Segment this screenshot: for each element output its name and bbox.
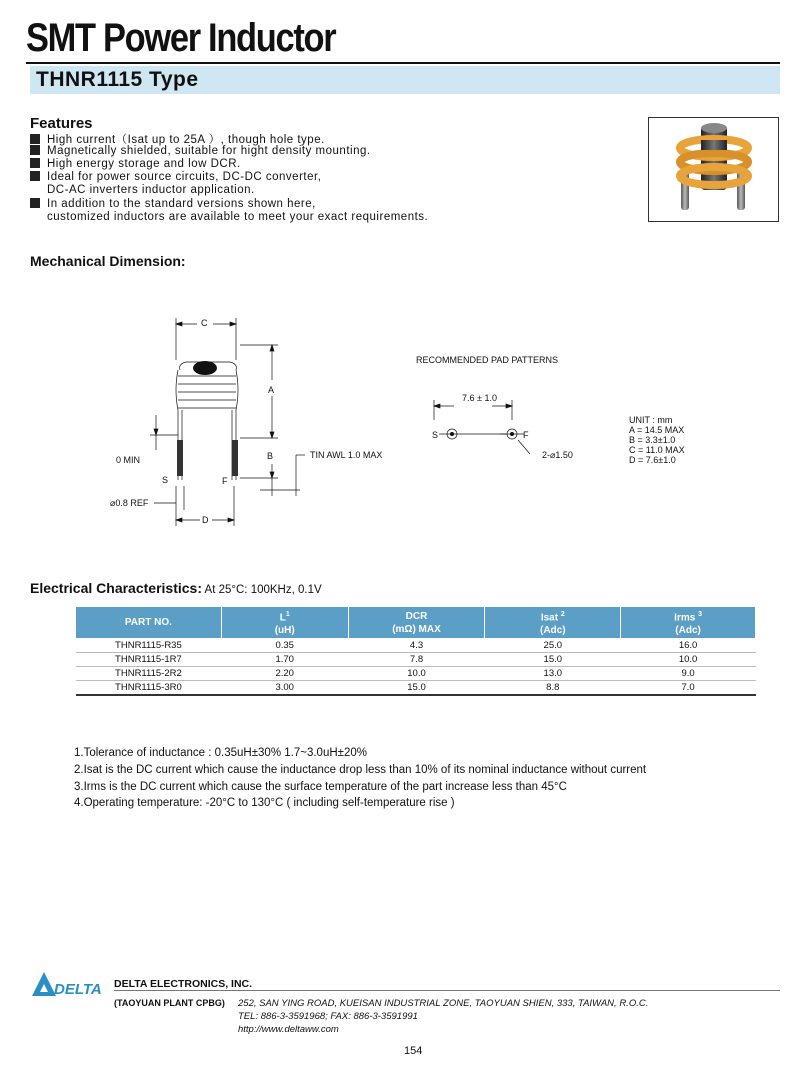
cell: 7.0 — [621, 681, 756, 695]
lead-s — [177, 440, 183, 476]
table-header-row — [76, 607, 756, 639]
col-inductance: $L^1$ (uH) — [221, 607, 348, 639]
cell: 2.20 — [221, 667, 348, 681]
unit-line: D = 7.6±1.0 — [629, 455, 676, 465]
label-b: B — [267, 451, 274, 461]
lead-f — [232, 440, 238, 476]
table-row — [76, 653, 756, 667]
pad-pitch: 7.6 ± 1.0 — [462, 393, 497, 403]
mechanical-heading: Mechanical Dimension: — [30, 253, 186, 269]
table-row — [76, 681, 756, 695]
feature-item-continued: DC-AC inverters inductor application. — [47, 184, 255, 196]
table-row — [76, 639, 756, 653]
logo-text: DELTA — [54, 981, 102, 998]
col-part-no: PART NO. — [76, 607, 222, 639]
bullet-icon — [30, 198, 40, 208]
feature-item: Magnetically shielded, suitable for hight density mounting. — [30, 145, 371, 157]
label-a: A — [268, 385, 275, 395]
product-photo — [648, 117, 779, 222]
pad-f — [510, 432, 514, 436]
pad-s — [450, 432, 454, 436]
feature-item: Ideal for power source circuits, DC-DC converter, — [30, 171, 321, 183]
feature-item: High energy storage and low DCR. — [30, 158, 241, 170]
spec-table — [75, 606, 756, 696]
pad-label-s: S — [432, 430, 439, 440]
features-heading: Features — [30, 115, 93, 132]
cell: 4.3 — [348, 639, 485, 653]
label-wire: TIN AWL 1.0 MAX — [310, 450, 383, 460]
note-isat: 2.Isat is the DC current which cause the inductance drop less than 10% of its nominal inductance without current — [74, 764, 647, 776]
col-irms: Irms $^3$ (Adc) — [621, 607, 756, 639]
label-f: F — [222, 476, 228, 486]
website-link[interactable]: http://www.deltaww.com — [238, 1024, 339, 1035]
cell: 10.0 — [621, 653, 756, 667]
feature-item: In addition to the standard versions shown here, — [30, 198, 316, 210]
company-name: DELTA ELECTRONICS, INC. — [114, 978, 253, 990]
cell: 3.00 — [221, 681, 348, 695]
cell: 1.70 — [221, 653, 348, 667]
cell: 9.0 — [621, 667, 756, 681]
bullet-icon — [30, 134, 40, 144]
unit-line: C = 11.0 MAX — [629, 445, 685, 455]
pad-label-f: F — [523, 430, 529, 440]
bullet-icon — [30, 145, 40, 155]
cell: 15.0 — [485, 653, 621, 667]
phone-fax: TEL: 886-3-3591968; FAX: 886-3-3591991 — [238, 1011, 418, 1022]
label-ref: ⌀0.8 REF — [110, 498, 149, 508]
mechanical-drawing — [100, 300, 720, 540]
page-title: SMT Power Inductor — [26, 16, 336, 60]
test-conditions: At 25°C: 100KHz, 0.1V — [201, 584, 322, 596]
cell: THNR1115-2R2 — [76, 667, 222, 681]
feature-item-continued: customized inductors are available to meet your exact requirements. — [47, 211, 429, 223]
cell: 10.0 — [348, 667, 485, 681]
page-subtitle: THNR1115 Type — [36, 68, 199, 91]
pad-title: RECOMMENDED PAD PATTERNS — [416, 355, 559, 365]
unit-line: A = 14.5 MAX — [629, 425, 685, 435]
cell: 7.8 — [348, 653, 485, 667]
note-irms: 3.Irms is the DC current which cause the surface temperature of the part increase less than 45°C — [74, 781, 567, 793]
cell: 25.0 — [485, 639, 621, 653]
label-0min: 0 MIN — [116, 455, 141, 465]
address: 252, SAN YING ROAD, KUEISAN INDUSTRIAL ZONE, TAOYUAN SHIEN, 333, TAIWAN, R.O.C. — [238, 998, 649, 1009]
cell: THNR1115-1R7 — [76, 653, 222, 667]
cell: THNR1115-R35 — [76, 639, 222, 653]
delta-logo — [30, 966, 110, 998]
electrical-heading: Electrical Characteristics: At 25°C: 100KHz, 0.1V — [30, 580, 322, 596]
cell: THNR1115-3R0 — [76, 681, 222, 695]
note-temperature: 4.Operating temperature: -20°C to 130°C ( including self-temperature rise ) — [74, 797, 455, 809]
cell: 15.0 — [348, 681, 485, 695]
unit-line: UNIT : mm — [629, 415, 673, 425]
label-d: D — [202, 515, 209, 525]
bullet-icon — [30, 171, 40, 181]
table-row — [76, 667, 756, 681]
label-c: C — [201, 318, 208, 328]
cell: 13.0 — [485, 667, 621, 681]
cell: 16.0 — [621, 639, 756, 653]
unit-line: B = 3.3±1.0 — [629, 435, 676, 445]
inductor-image — [649, 118, 778, 221]
plant-name: (TAOYUAN PLANT CPBG) — [114, 998, 225, 1008]
col-dcr: DCR (mΩ) MAX — [348, 607, 485, 639]
note-tolerance: 1.Tolerance of inductance : 0.35uH±30% 1.7~3.0uH±20% — [74, 747, 367, 759]
page-number: 154 — [404, 1045, 423, 1057]
footer-rule — [114, 990, 780, 991]
label-s: S — [162, 475, 169, 485]
pad-hole: 2-⌀1.50 — [542, 450, 573, 460]
core-top — [193, 361, 217, 375]
title-rule — [26, 62, 780, 64]
cell: 8.8 — [485, 681, 621, 695]
col-isat: Isat $^2$ (Adc) — [485, 607, 621, 639]
cell: 0.35 — [221, 639, 348, 653]
feature-item: High current（Isat up to 25A ）, though hole type. — [30, 131, 325, 147]
bullet-icon — [30, 158, 40, 168]
